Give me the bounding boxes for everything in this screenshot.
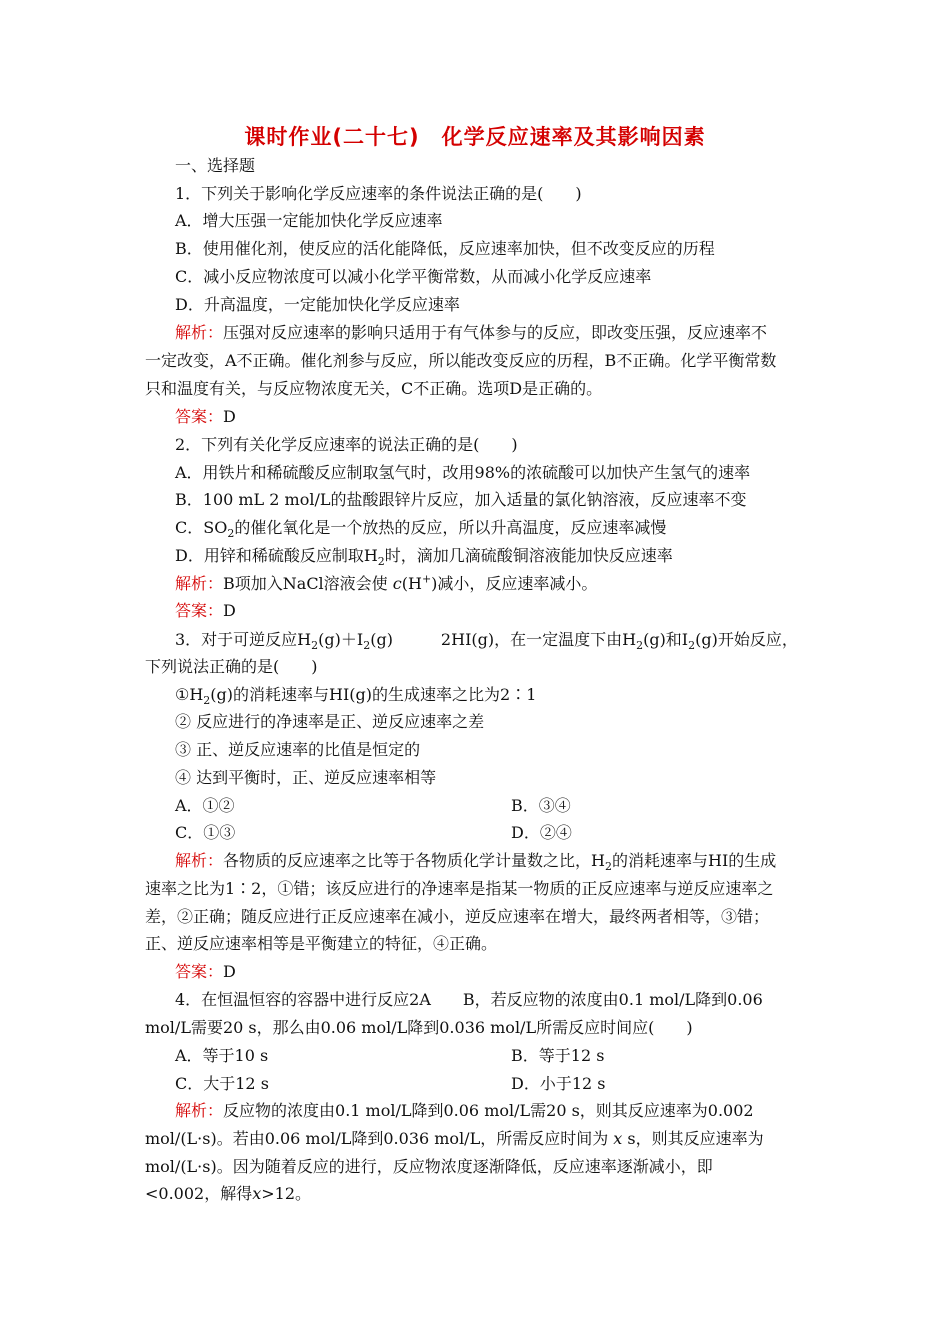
q4-option-a: A．等于10 s bbox=[175, 1046, 269, 1065]
q3-explanation-line-4: 正、逆反应速率相等是平衡建立的特征，④正确。 bbox=[145, 934, 498, 953]
q3-explanation-line-1: 解析：各物质的反应速率之比等于各物质化学计量数之比，$H_2$的消耗速率与HI的生成 bbox=[175, 851, 777, 874]
q1-explanation-line-1: 解析：压强对反应速率的影响只适用于有气体参与的反应，即改变压强，反应速率不 bbox=[175, 323, 768, 342]
q2-option-a: A．用铁片和稀硫酸反应制取氢气时，改用98%的浓硫酸可以加快产生氢气的速率 bbox=[175, 463, 751, 482]
explanation-label: 解析： bbox=[175, 574, 224, 593]
section-heading: 一、选择题 bbox=[175, 156, 256, 175]
q4-explanation-line-1: 解析：反应物的浓度由0.1 mol/L降到0.06 mol/L需20 s，则其反应速率为0.002 bbox=[175, 1101, 754, 1120]
q4-stem-line-2: mol/L需要20 s，那么由0.06 mol/L降到0.036 mol/L所需反应时间应( ) bbox=[145, 1018, 693, 1037]
q1-option-d: D．升高温度，一定能加快化学反应速率 bbox=[175, 295, 460, 314]
q1-answer: 答案：D bbox=[175, 407, 236, 426]
q2-explanation: 解析：B项加入NaCl溶液会使 c(H+)减小，反应速率减小。 bbox=[175, 572, 598, 593]
q3-stem-line-1: 3．对于可逆反应$H_2(g)+I_2(g)$ 2HI(g)，在一定温度下由$H_2(g)$和$I_2(g)$开始反应， bbox=[175, 630, 798, 653]
q4-explanation-line-2: mol/(L·s)。若由0.06 mol/L降到0.036 mol/L，所需反应时间为 x s，则其反应速率为 bbox=[145, 1129, 764, 1148]
q4-option-c: C．大于12 s bbox=[175, 1074, 269, 1093]
q3-explanation-line-3: 差，②正确；随反应进行正反应速率在减小，逆反应速率在增大，最终两者相等，③错； bbox=[145, 907, 770, 926]
q3-explanation-line-2: 速率之比为1∶2，①错；该反应进行的净速率是指某一物质的正反应速率与逆反应速率之 bbox=[145, 879, 774, 898]
q1-stem: 1．下列关于影响化学反应速率的条件说法正确的是( ) bbox=[175, 184, 582, 203]
answer-label: 答案： bbox=[175, 962, 224, 981]
q3-answer: 答案：D bbox=[175, 962, 236, 981]
q4-stem-line-1: 4．在恒温恒容的容器中进行反应2A B，若反应物的浓度由0.1 mol/L降到0.06 bbox=[175, 990, 763, 1009]
q1-explanation-line-3: 只和温度有关，与反应物浓度无关，C不正确。选项D是正确的。 bbox=[145, 379, 603, 398]
q2-answer: 答案：D bbox=[175, 601, 236, 620]
q3-statement-4: ④ 达到平衡时，正、逆反应速率相等 bbox=[175, 768, 437, 787]
q3-option-d: D．②④ bbox=[511, 823, 572, 842]
q3-stem-line-2: 下列说法正确的是( ) bbox=[145, 657, 318, 676]
q3-option-c: C．①③ bbox=[175, 823, 236, 842]
q3-statement-1: $①H_2(g)$的消耗速率与HI(g)的生成速率之比为2∶1 bbox=[175, 685, 537, 708]
q4-option-b: B．等于12 s bbox=[511, 1046, 605, 1065]
explanation-label: 解析： bbox=[175, 851, 224, 870]
page-title: 课时作业(二十七) 化学反应速率及其影响因素 bbox=[244, 125, 706, 149]
q3-statement-2: ② 反应进行的净速率是正、逆反应速率之差 bbox=[175, 712, 485, 731]
q4-explanation-line-4: <0.002，解得x>12。 bbox=[145, 1184, 312, 1203]
q2-option-b: B．100 mL 2 mol/L的盐酸跟锌片反应，加入适量的氯化钠溶液，反应速率不变 bbox=[175, 490, 747, 509]
q1-explanation-line-2: 一定改变，A不正确。催化剂参与反应，所以能改变反应的历程，B不正确。化学平衡常数 bbox=[145, 351, 777, 370]
q3-statement-3: ③ 正、逆反应速率的比值是恒定的 bbox=[175, 740, 421, 759]
q2-option-d: D．用锌和稀硫酸反应制取$H_2$时，滴加几滴硫酸铜溶液能加快反应速率 bbox=[175, 546, 673, 569]
q3-option-b: B．③④ bbox=[511, 796, 571, 815]
q4-explanation-line-3: mol/(L·s)。因为随着反应的进行，反应物浓度逐渐降低，反应速率逐渐减小，即 bbox=[145, 1157, 713, 1176]
q3-option-a: A．①② bbox=[175, 796, 235, 815]
explanation-label: 解析： bbox=[175, 323, 224, 342]
q2-stem: 2．下列有关化学反应速率的说法正确的是( ) bbox=[175, 435, 518, 454]
answer-label: 答案： bbox=[175, 601, 224, 620]
q1-option-c: C．减小反应物浓度可以减小化学平衡常数，从而减小化学反应速率 bbox=[175, 267, 652, 286]
q2-option-c: C．$SO_2$的催化氧化是一个放热的反应，所以升高温度，反应速率减慢 bbox=[175, 518, 667, 541]
q1-option-b: B．使用催化剂，使反应的活化能降低，反应速率加快，但不改变反应的历程 bbox=[175, 239, 715, 258]
q1-option-a: A．增大压强一定能加快化学反应速率 bbox=[175, 211, 443, 230]
answer-label: 答案： bbox=[175, 407, 224, 426]
explanation-label: 解析： bbox=[175, 1101, 224, 1120]
q4-option-d: D．小于12 s bbox=[511, 1074, 606, 1093]
